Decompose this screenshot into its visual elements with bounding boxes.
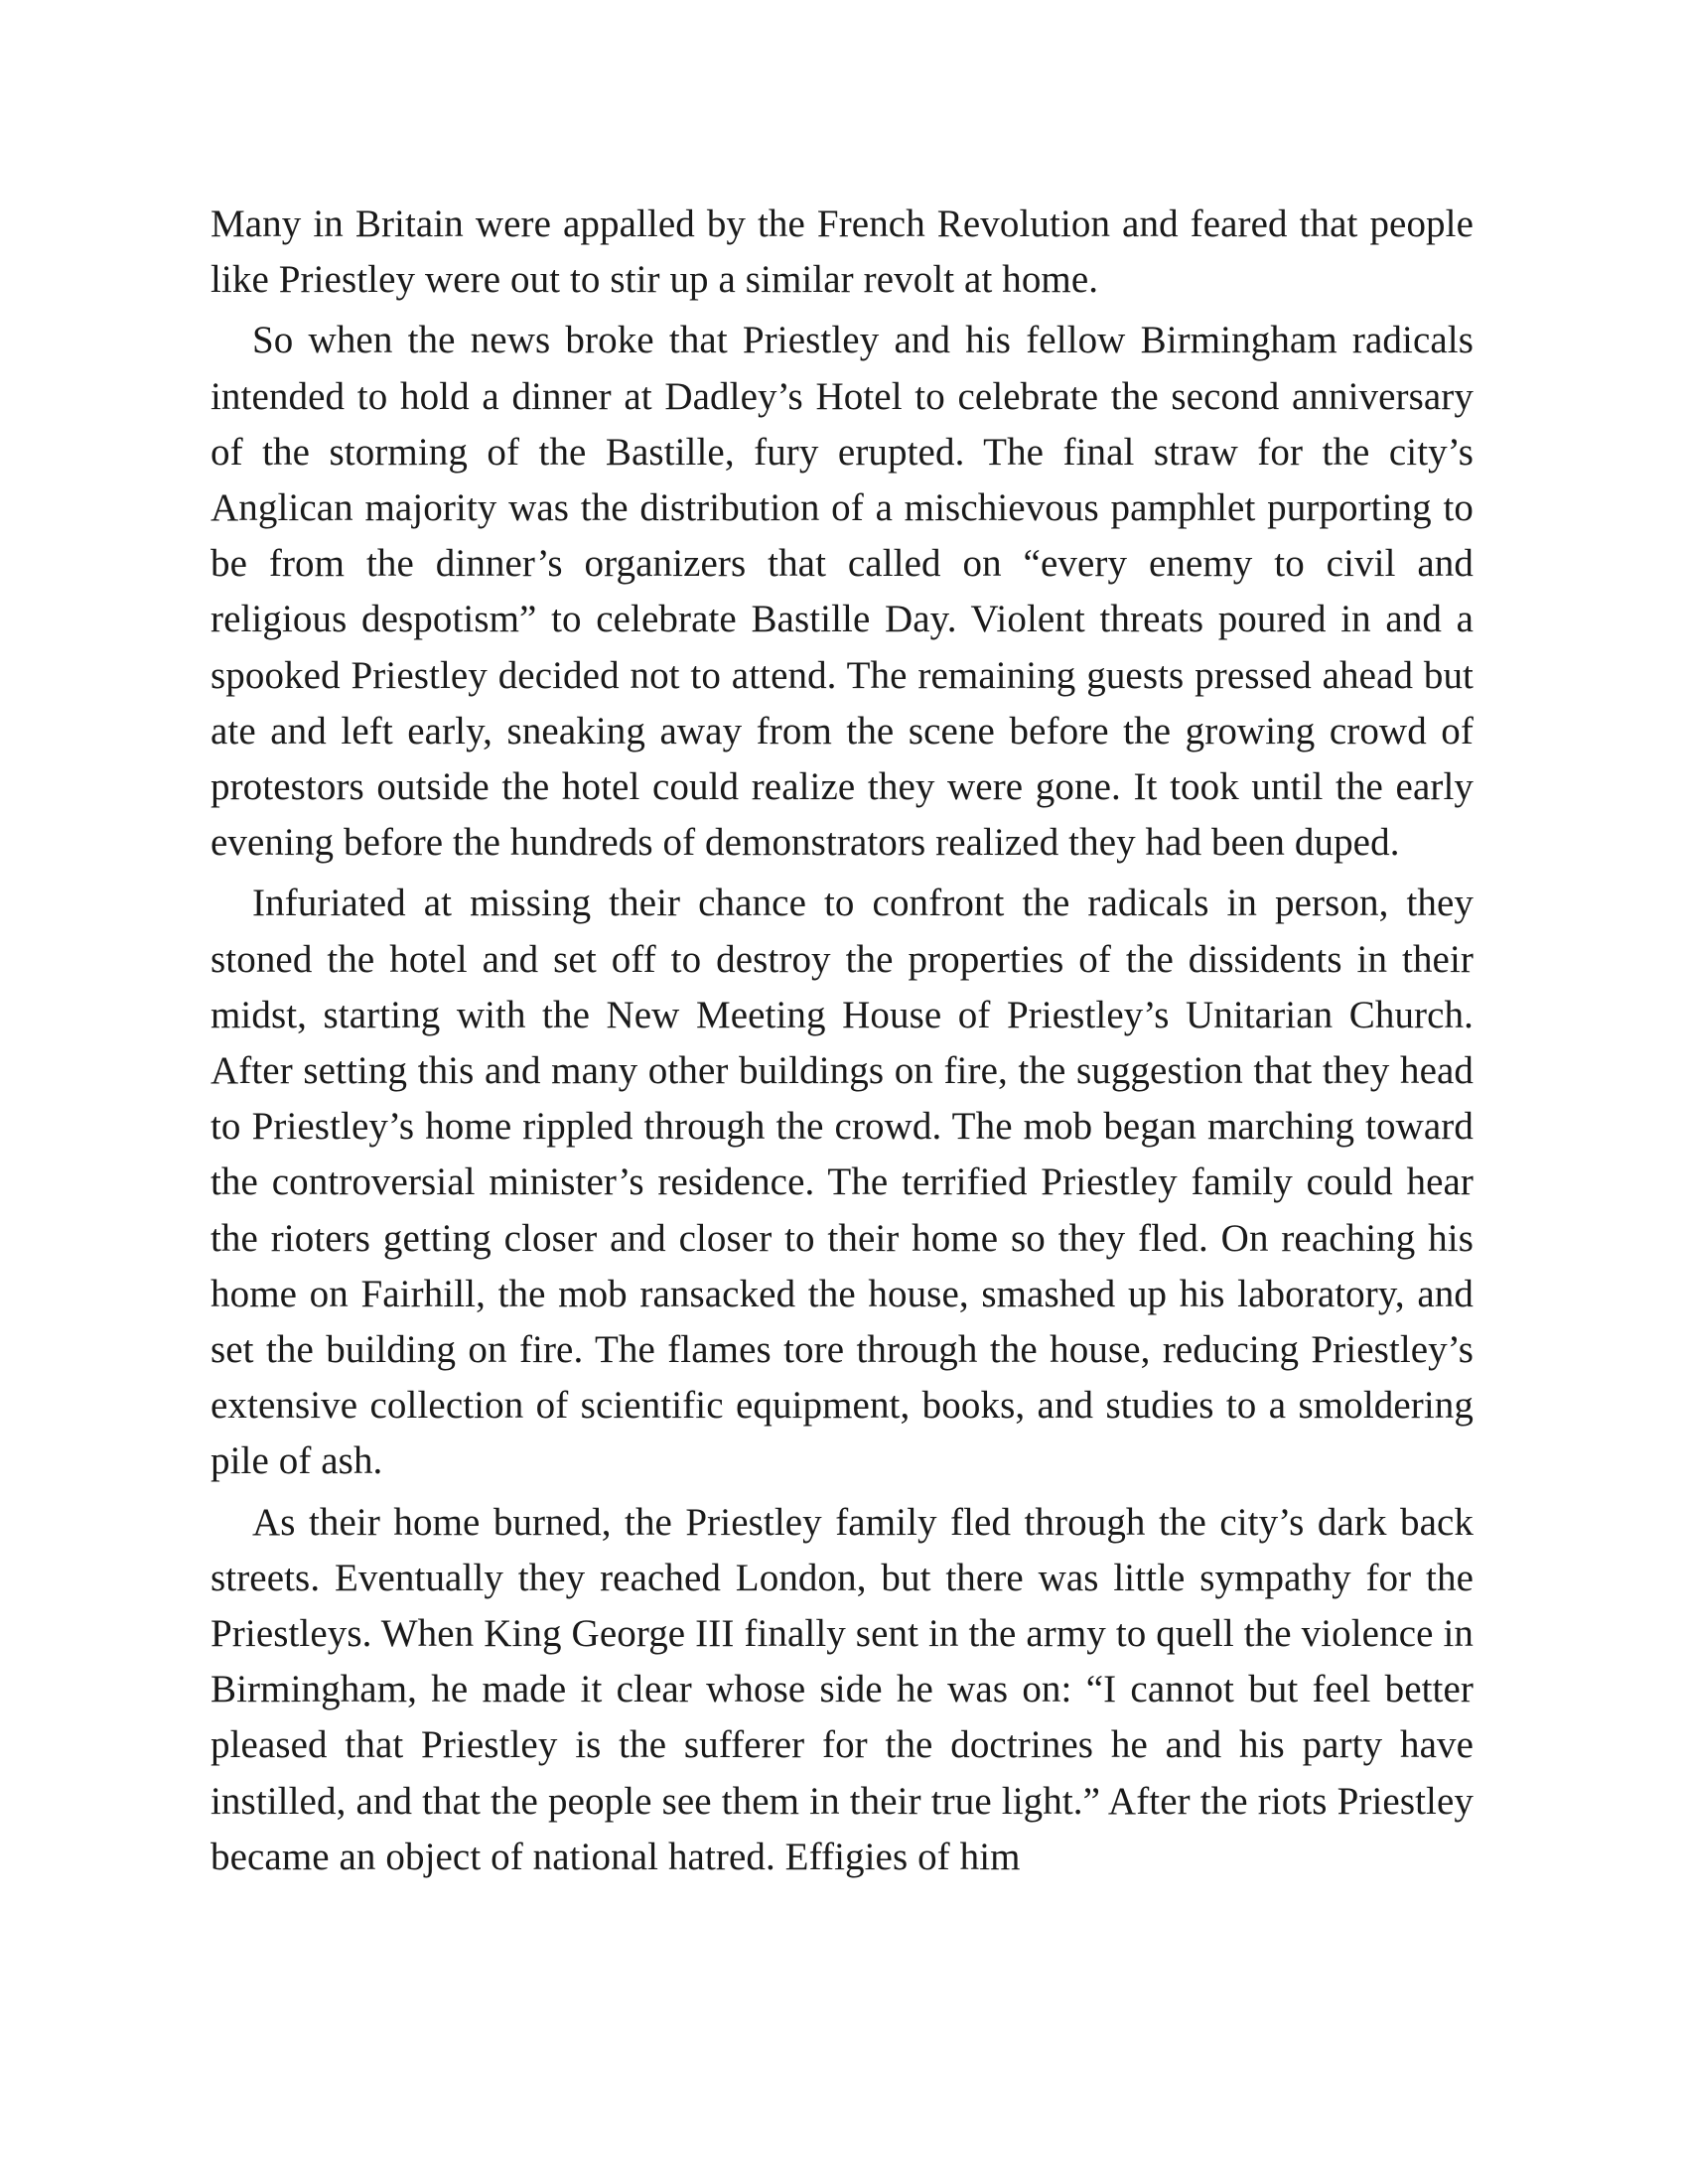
paragraph-3: Infuriated at missing their chance to confront the radicals in person, they stoned the hotel and set off to destroy the properties of the dissidents in their midst, starting with the New Meeting House of Priestley’s Unitarian Church. After setting this and many other buildings on fire, the suggestion that they head to Priestley’s home rippled through the crowd. The mob began marching toward the controversial minister’s residence. The terrified Priestley family could hear the rioters getting closer and closer to their home so they fled. On reaching his home on Fairhill, the mob ransacked the house, smashed up his laboratory, and set the building on fire. The flames tore through the house, reducing Priestley’s extensive collection of scientific equipment, books, and studies to a smoldering pile of ash.: [211, 882, 1474, 1483]
paragraph-1: Many in Britain were appalled by the French Revolution and feared that people like Priestley were out to stir up a similar revolt at home.: [211, 203, 1474, 302]
paragraph-2: So when the news broke that Priestley and his fellow Birmingham radicals intended to hold a dinner at Dadley’s Hotel to celebrate the second anniversary of the storming of the Bastille, fury erupted. The final straw for the city’s Anglican majority was the distribution of a mischievous pamphlet purporting to be from the dinner’s organizers that called on “every enemy to civil and religious despotism” to celebrate Bastille Day. Violent threats poured in and a spooked Priestley decided not to attend. The remaining guests pressed ahead but ate and left early, sneaking away from the scene before the growing crowd of protestors outside the hotel could realize they were gone. It took until the early evening before the hundreds of demonstrators realized they had been duped.: [211, 319, 1474, 865]
paragraph-4: As their home burned, the Priestley family fled through the city’s dark back streets. Eventually they reached London, but there was little sympathy for the Priestleys. When King George III finally sent in the army to quell the violence in Birmingham, he made it clear whose side he was on: “I cannot but feel better pleased that Priestley is the sufferer for the doctrines he and his party have instilled, and that the people see them in their true light.” After the riots Priestley became an object of national hatred. Effigies of him: [211, 1500, 1474, 1878]
body-text: [211, 197, 1474, 1890]
